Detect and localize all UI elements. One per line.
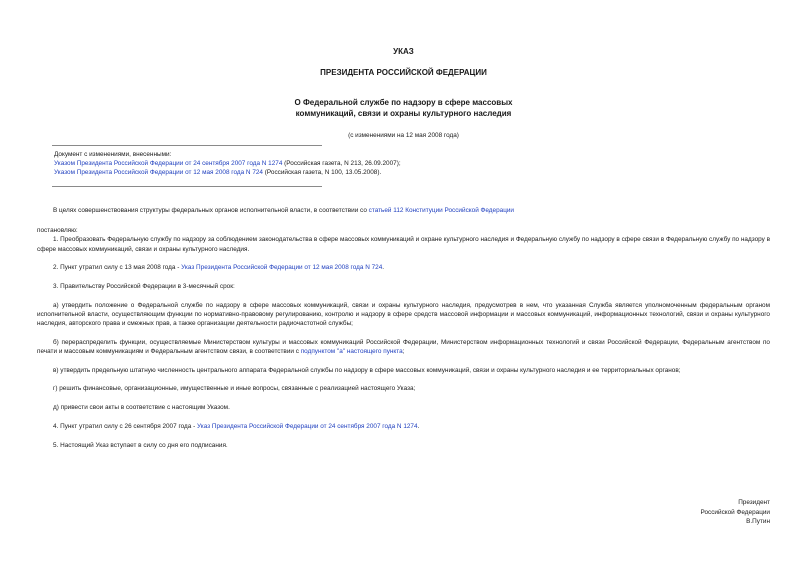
constitution-article-link[interactable]: статьей 112 Конституции Российской Федерации xyxy=(368,207,514,214)
decree-body xyxy=(37,206,770,450)
preamble: В целях совершенствования структуры федеральных органов исполнительной власти, в соответствии со статьей 112 Конституции Российской Федерации xyxy=(53,207,514,214)
signature-name: В.Путин xyxy=(746,518,770,525)
signature-title: Президент xyxy=(738,499,770,506)
paragraph-3c: в) утвердить предельную штатную численность центрального аппарата Федеральной службы по надзору в сфере массовых коммуникаций, связи и охраны культурного наследия и ее территориальных органов; xyxy=(53,366,681,374)
divider-bottom xyxy=(52,186,322,187)
paragraph-2: 2. Пункт утратил силу с 13 мая 2008 года - Указ Президента Российской Федерации от 12 мая 2008 года N 724. xyxy=(53,264,385,272)
paragraph-3: 3. Правительству Российской Федерации в 3-месячный срок: xyxy=(53,283,235,291)
subparagraph-a-link[interactable]: подпунктом "а" настоящего пункта xyxy=(300,348,403,356)
amendment-link-1274[interactable]: Указом Президента Российской Федерации от 24 сентября 2007 года N 1274 xyxy=(54,160,283,168)
changes-item-source: (Российская газета, N 213, 26.09.2007); xyxy=(282,160,401,168)
paragraph-1: 1. Преобразовать Федеральную службу по надзору за соблюдением законодательства в сфере массовых коммуникаций и охране культурного наследия и Федеральную службу по надзору в сфере связи в Федеральную службу по надзору в сфере массовых коммуникаций, связи и охраны культурного наследия. xyxy=(37,236,770,253)
changes-item-source: (Российская газета, N 100, 13.05.2008). xyxy=(263,169,382,177)
decree-subject-line-2: коммуникаций, связи и охраны культурного наследия xyxy=(295,109,512,118)
paragraph-5: 5. Настоящий Указ вступает в силу со дня его подписания. xyxy=(53,441,228,449)
resolve-word: постановляю: xyxy=(37,227,78,235)
changes-item xyxy=(54,159,654,168)
signature-block xyxy=(701,498,771,527)
edition-note: (с изменениями на 12 мая 2008 года) xyxy=(348,132,459,139)
divider-top xyxy=(52,145,322,146)
decree-issuer: ПРЕЗИДЕНТА РОССИЙСКОЙ ФЕДЕРАЦИИ xyxy=(320,68,487,77)
changes-block xyxy=(54,150,654,178)
decree-subject xyxy=(0,97,807,119)
paragraph-3d: г) решить финансовые, организационные, имущественные и иные вопросы, связанные с реализацией настоящего Указа; xyxy=(53,385,416,393)
amendment-link-724[interactable]: Указом Президента Российской Федерации от 12 мая 2008 года N 724 xyxy=(54,169,263,177)
decree-title: УКАЗ xyxy=(393,47,414,56)
signature-country: Российской Федерации xyxy=(700,508,770,516)
paragraph-3b: б) перераспределить функции, осуществляемые Министерством культуры и массовых коммуникаций Российской Федерации, Министерством информационных технологий и связи Российской Федерации, Федеральным агентством по печати и массовым коммуникациям и Федеральным агентством связи, в соответствии с подпунктом "а" настоящего пункта; xyxy=(37,338,770,356)
changes-item xyxy=(54,168,654,177)
repeal-link-1274[interactable]: Указ Президента Российской Федерации от 24 сентября 2007 года N 1274 xyxy=(197,422,418,430)
paragraph-3e: д) привести свои акты в соответствие с настоящим Указом. xyxy=(53,404,230,412)
changes-intro: Документ с изменениями, внесенными: xyxy=(54,151,172,158)
repeal-link-724[interactable]: Указ Президента Российской Федерации от 12 мая 2008 года N 724 xyxy=(181,264,383,272)
decree-subject-line-1: О Федеральной службе по надзору в сфере массовых xyxy=(294,98,513,107)
paragraph-3a: а) утвердить положение о Федеральной службе по надзору в сфере массовых коммуникаций, связи и охраны культурного наследия, предусмотрев в нем, что указанная Служба является уполномоченным федеральным органом исполнительной власти, осуществляющим функции по нормативно-правовому регулированию, контролю и надзору в сфере средств массовой информации и массовых коммуникаций, информационных технологий, связи и охраны культурного наследия, авторского права и смежных прав, а также организации деятельности радиочастотной службы; xyxy=(37,301,770,328)
paragraph-4: 4. Пункт утратил силу с 26 сентября 2007 года - Указ Президента Российской Федерации от 24 сентября 2007 года N 1274. xyxy=(53,422,420,430)
